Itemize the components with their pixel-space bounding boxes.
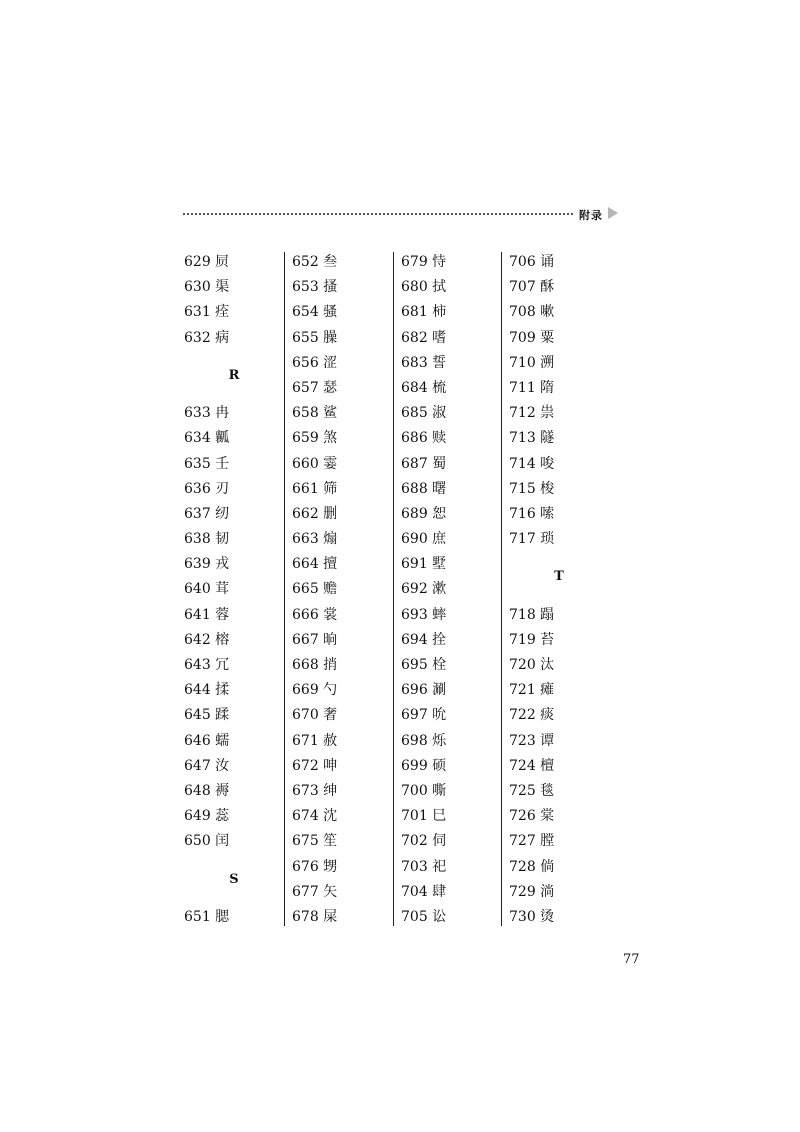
glossary-entry: 631 痊 (184, 304, 230, 321)
glossary-entry: 672 呻 (292, 757, 338, 774)
glossary-entry: 643 冗 (184, 657, 230, 674)
glossary-entry: 712 祟 (509, 405, 555, 422)
glossary-entry: 690 庶 (401, 531, 447, 548)
glossary-entry: 730 烫 (509, 908, 555, 925)
glossary-entry: 648 褥 (184, 782, 230, 799)
section-title: 附录 (579, 209, 603, 222)
glossary-entry: 657 瑟 (292, 379, 338, 396)
glossary-entry: 671 赦 (292, 732, 338, 749)
column-divider (284, 252, 285, 926)
glossary-entry: 645 蹂 (184, 707, 230, 724)
glossary-entry: 634 瓤 (184, 430, 230, 447)
glossary-entry: 679 恃 (401, 254, 447, 270)
section-letter: R (228, 367, 240, 383)
glossary-entry: 681 柿 (401, 304, 447, 321)
glossary-entry: 699 硕 (401, 757, 447, 774)
glossary-entry: 723 谭 (509, 732, 555, 749)
glossary-entry: 650 闰 (184, 833, 230, 850)
glossary-column-2 (292, 250, 392, 930)
glossary-entry: 677 矢 (292, 883, 338, 900)
glossary-entry: 636 刃 (184, 480, 230, 497)
glossary-entry: 649 蕊 (184, 808, 230, 825)
glossary-entry: 669 勺 (292, 682, 338, 699)
glossary-column-1 (184, 250, 284, 930)
glossary-column-4 (509, 250, 609, 930)
glossary-entry: 662 删 (292, 505, 338, 522)
glossary-entry: 642 榕 (184, 631, 230, 648)
glossary-entry: 668 捎 (292, 657, 338, 673)
glossary-entry: 647 汝 (184, 757, 230, 774)
glossary-entry: 658 鲨 (292, 405, 338, 422)
glossary-entry: 666 裳 (292, 606, 338, 623)
glossary-entry: 700 嘶 (401, 782, 447, 799)
arrow-right-icon (608, 207, 618, 219)
header-dotted-rule (183, 213, 573, 215)
glossary-entry: 691 墅 (401, 556, 447, 573)
glossary-entry: 702 伺 (401, 833, 447, 850)
glossary-entry: 686 赎 (401, 430, 447, 447)
glossary-entry: 720 汰 (509, 657, 555, 674)
glossary-entry: 711 隋 (509, 379, 555, 396)
glossary-entry: 638 韧 (184, 531, 230, 548)
glossary-entry: 704 肆 (401, 883, 447, 900)
glossary-entry: 633 冉 (184, 405, 230, 422)
glossary-entry: 655 臊 (292, 329, 338, 346)
glossary-entry: 678 屎 (292, 908, 338, 925)
glossary-entry: 646 蠕 (184, 732, 230, 749)
glossary-entry: 665 赡 (292, 581, 338, 598)
glossary-entry: 644 揉 (184, 682, 230, 699)
glossary-entry: 729 淌 (509, 883, 555, 900)
glossary-entry: 710 溯 (509, 354, 555, 371)
glossary-entry: 670 奢 (292, 707, 338, 724)
glossary-entry: 639 戎 (184, 556, 230, 573)
glossary-entry: 697 吮 (401, 707, 447, 724)
glossary-entry: 721 瘫 (509, 682, 555, 699)
glossary-entry: 715 梭 (509, 480, 555, 497)
glossary-entry: 701 巳 (401, 808, 447, 825)
glossary-entry: 630 渠 (184, 279, 230, 296)
glossary-entry: 725 毯 (509, 782, 555, 799)
glossary-entry: 682 嗜 (401, 329, 447, 346)
glossary-entry: 695 栓 (401, 657, 447, 673)
glossary-entry: 692 漱 (401, 581, 447, 598)
glossary-entry: 685 淑 (401, 405, 447, 422)
glossary-column-3 (401, 250, 501, 930)
glossary-entry: 656 涩 (292, 354, 338, 371)
glossary-entry: 653 搔 (292, 279, 338, 296)
glossary-entry: 696 涮 (401, 682, 447, 699)
glossary-entry: 727 膛 (509, 833, 555, 850)
glossary-entry: 713 隧 (509, 430, 555, 447)
glossary-entry: 654 骚 (292, 304, 338, 321)
glossary-entry: 667 晌 (292, 631, 338, 648)
glossary-entry: 724 檀 (509, 757, 555, 774)
glossary-entry: 687 蜀 (401, 455, 447, 472)
glossary-entry: 728 倘 (509, 858, 555, 875)
glossary-entry: 659 煞 (292, 430, 338, 447)
glossary-entry: 693 蟀 (401, 606, 447, 623)
glossary-entry: 680 拭 (401, 279, 447, 296)
glossary-entry: 629 屃 (184, 254, 230, 270)
glossary-entry: 716 嗦 (509, 505, 555, 522)
glossary-entry: 726 棠 (509, 808, 555, 825)
column-divider (393, 252, 394, 926)
glossary-entry: 719 苔 (509, 631, 555, 648)
glossary-entry: 689 恕 (401, 505, 447, 522)
section-letter: T (554, 569, 564, 585)
glossary-entry: 717 琐 (509, 531, 555, 548)
glossary-entry: 661 筛 (292, 480, 338, 497)
glossary-entry: 694 拴 (401, 631, 447, 648)
glossary-entry: 664 擅 (292, 556, 338, 573)
glossary-entry: 705 讼 (401, 908, 447, 925)
section-letter: S (229, 871, 239, 887)
glossary-entry: 673 绅 (292, 782, 338, 799)
glossary-entry: 637 纫 (184, 505, 230, 522)
glossary-entry: 674 沈 (292, 808, 338, 825)
glossary-entry: 651 腮 (184, 908, 230, 925)
glossary-entry: 688 曙 (401, 480, 447, 497)
glossary-entry: 707 酥 (509, 279, 555, 296)
glossary-entry: 698 烁 (401, 732, 447, 749)
glossary-entry: 706 诵 (509, 254, 555, 270)
glossary-entry: 709 粟 (509, 329, 555, 346)
glossary-entry: 708 嗽 (509, 304, 555, 321)
glossary-entry: 703 祀 (401, 858, 447, 875)
column-divider (501, 252, 502, 926)
glossary-entry: 714 唆 (509, 455, 555, 472)
glossary-entry: 660 霎 (292, 455, 338, 472)
glossary-entry: 676 甥 (292, 858, 338, 875)
glossary-entry: 652 叁 (292, 254, 338, 270)
glossary-entry: 683 誓 (401, 354, 447, 371)
glossary-entry: 722 痰 (509, 707, 555, 724)
glossary-entry: 635 壬 (184, 455, 230, 472)
glossary-entry: 663 煽 (292, 531, 338, 548)
glossary-entry: 675 笙 (292, 833, 338, 850)
page-number: 77 (623, 952, 640, 967)
glossary-entry: 684 梳 (401, 379, 447, 396)
glossary-entry: 718 蹋 (509, 606, 555, 623)
glossary-entry: 632 病 (184, 329, 230, 346)
glossary-entry: 640 茸 (184, 581, 230, 598)
glossary-entry: 641 蓉 (184, 606, 230, 623)
